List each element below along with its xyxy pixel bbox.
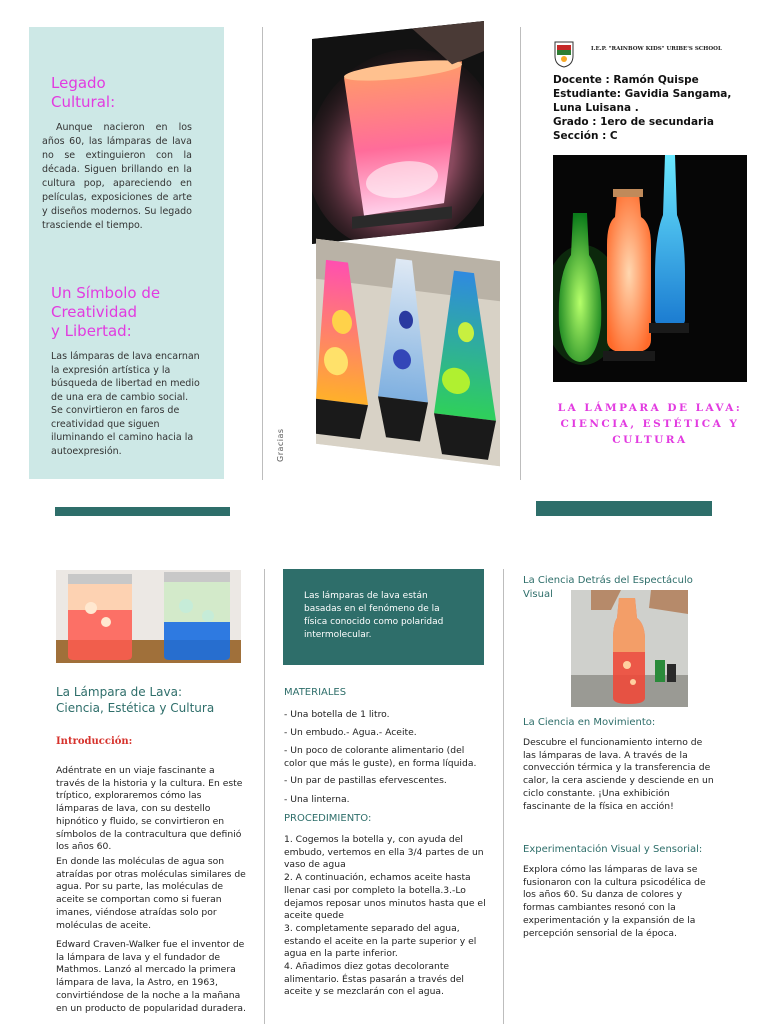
student-info: Estudiante: Gavidia Sangama, Luna Luisana .: [553, 88, 732, 114]
col1-heading: La Lámpara de Lava: Ciencia, Estética y Cultura: [56, 685, 215, 715]
material-item: - Una botella de 1 litro.: [284, 709, 390, 720]
movement-title: La Ciencia en Movimiento:: [523, 717, 656, 728]
visual-text: Explora cómo las lámparas de lava se fusionaron con la cultura psicodélica de los años 60. Su danza de colores y formas cambiantes resonó con la experimentación y la expansión de la percepción sensorial de la época.: [523, 864, 706, 939]
panel-divider: [520, 27, 521, 480]
inventor-paragraph: Edward Craven-Walker fue el inventor de la lámpara de lava y el fundador de Mathmos. Lanzó al mercado la primera lámpara de lava, la Astro, en 1963, convirtiéndose de la noche a la mañana en un producto de popularidad duradera.: [56, 939, 246, 1014]
lava-cup-photo: [312, 21, 484, 244]
science-title: La Ciencia Detrás del Espectáculo Visual: [523, 575, 693, 600]
procedure-title: PROCEDIMIENTO:: [284, 813, 372, 824]
jars-photo: [56, 570, 241, 663]
symbol-title: Un Símbolo de Creatividad y Libertad:: [51, 284, 161, 340]
panel-divider: [262, 27, 263, 480]
lava-lamps-photo: [316, 239, 500, 467]
school-name: I.E.P. "RAINBOW KIDS" URIBE'S SCHOOL: [591, 46, 722, 52]
material-item: - Un par de pastillas efervescentes.: [284, 775, 447, 786]
grade-info: Grado : 1ero de secundaria: [553, 116, 714, 128]
legacy-text: Aunque nacieron en los años 60, las lámparas de lava no se extinguieron con la década. Siguen brillando en la cultura pop, apareciendo en películas, exposiciones de arte y diseños modernos. Su legado trasciende el tiempo.: [42, 122, 192, 231]
movement-text: Descubre el funcionamiento interno de las lámparas de lava. A través de la convección térmica y la transferencia de calor, la cera asciende y desciende en un ciclo constante. ¡Una exhibición fascinante de la física en acción!: [523, 737, 714, 812]
symbol-text: Las lámparas de lava encarnan la expresión artística y la búsqueda de libertad en medio de una era de cambio social. Se convirtieron en faros de creatividad que siguen iluminando el camino hacia la autoexpresión.: [51, 351, 200, 457]
procedure-steps: 1. Cogemos la botella y, con ayuda del embudo, vertemos en ella 3/4 partes de un vaso de agua 2. A continuación, echamos aceite hasta llenar casi por completo la botella.3.-Lo dejamos reposar unos minutos hasta que el aceite quede 3. completamente separado del agua, estando el aceite en la parte superior y el agua en la parte inferior. 4. Añadimos diez gotas decolorante alimentario. Éstas pasarán a través del aceite y se mezclarán con el agua.: [284, 834, 486, 998]
panel-divider: [264, 569, 265, 1024]
legacy-title: Legado Cultural:: [51, 74, 116, 111]
material-item: - Un poco de colorante alimentario (del color que más le guste), en forma líquida.: [284, 745, 477, 769]
panel-divider: [503, 569, 504, 1024]
section-info: Sección : C: [553, 130, 618, 142]
gracias-label: Gracias: [276, 428, 285, 462]
bottle-lamps-photo: [553, 155, 747, 382]
materials-title: MATERIALES: [284, 687, 347, 698]
intro-paragraph: Adéntrate en un viaje fascinante a través de la historia y la cultura. En este tríptico, exploraremos cómo las lámparas de lava, con su destello hipnótico y fluido, se convirtieron en símbolos de la contracultura que definió los años 60.: [56, 765, 243, 853]
material-item: - Un embudo.- Agua.- Aceite.: [284, 727, 417, 738]
teal-divider-right: [536, 501, 712, 516]
material-item: - Una linterna.: [284, 794, 350, 805]
brochure-title: LA LÁMPARA DE LAVA: CIENCIA, ESTÉTICA Y CULTURA: [557, 402, 743, 446]
intro-label: Introducción:: [56, 736, 133, 747]
molecules-paragraph: En donde las moléculas de agua son atraídas por otras moléculas similares de agua. Por su parte, las moléculas de aceite se comportan como si fueran imanes, viéndose atraídas solo por moléculas de aceite.: [56, 856, 246, 931]
bottle-experiment-photo: [571, 590, 688, 707]
polarity-text: Las lámparas de lava están basadas en el fenómeno de la física conocido como polaridad intermolecular.: [304, 591, 444, 640]
teal-divider-left: [55, 507, 230, 516]
visual-title: Experimentación Visual y Sensorial:: [523, 844, 703, 855]
school-logo: [553, 40, 575, 68]
teacher-info: Docente : Ramón Quispe: [553, 74, 699, 86]
